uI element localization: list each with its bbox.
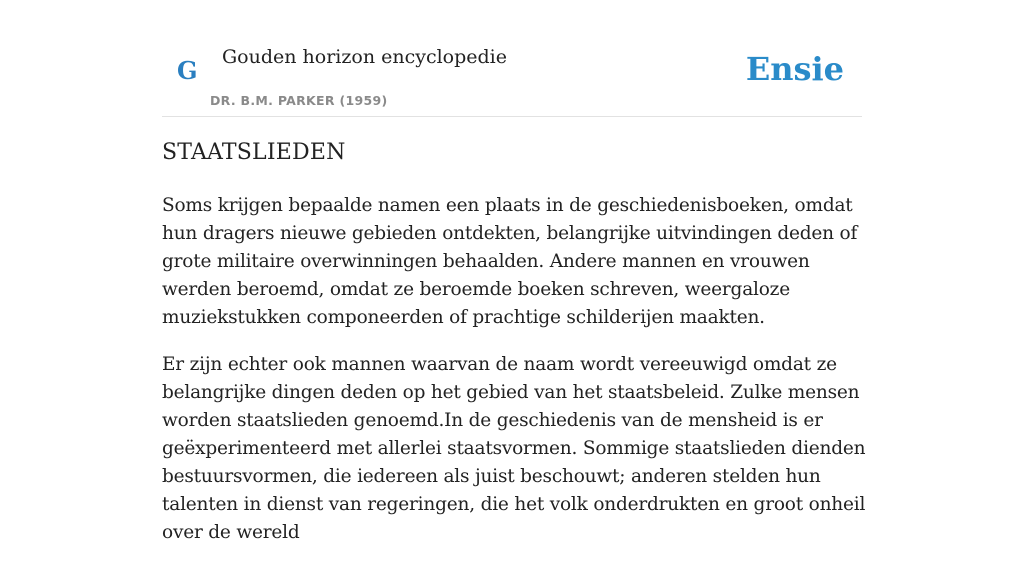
article-title: STAATSLIEDEN	[162, 140, 346, 165]
article-paragraph: Er zijn echter ook mannen waarvan de naam wordt vereeuwigd omdat ze belangrijke dingen deden op het gebied van het staatsbeleid. Zulke mensen worden staatslieden genoemd.In de geschiedenis van de mensheid is er geëxperimenteerd met allerlei staatsvormen. Sommige staatslieden dienden bestuursvormen, die iedereen als juist beschouwt; anderen stelden hun talenten in dienst van regeringen, die het volk onderdrukten en groot onheil over de wereld	[162, 354, 866, 543]
article-paragraph: Soms krijgen bepaalde namen een plaats in de geschiedenisboeken, omdat hun dragers nieuwe gebieden ontdekten, belangrijke uitvindingen deden of grote militaire overwinningen behaalden. Andere mannen en vrouwen werden beroemd, omdat ze beroemde boeken schreven, weergaloze muziekstukken componeerden of prachtige schilderijen maakten.	[162, 195, 858, 328]
book-logo[interactable]: G	[177, 56, 198, 85]
article-body	[162, 192, 867, 566]
author-label: DR. B.M. PARKER (1959)	[210, 93, 388, 108]
brand-logo[interactable]: Ensie	[745, 50, 844, 88]
book-title[interactable]: Gouden horizon encyclopedie	[222, 46, 507, 68]
page-header	[162, 36, 862, 117]
